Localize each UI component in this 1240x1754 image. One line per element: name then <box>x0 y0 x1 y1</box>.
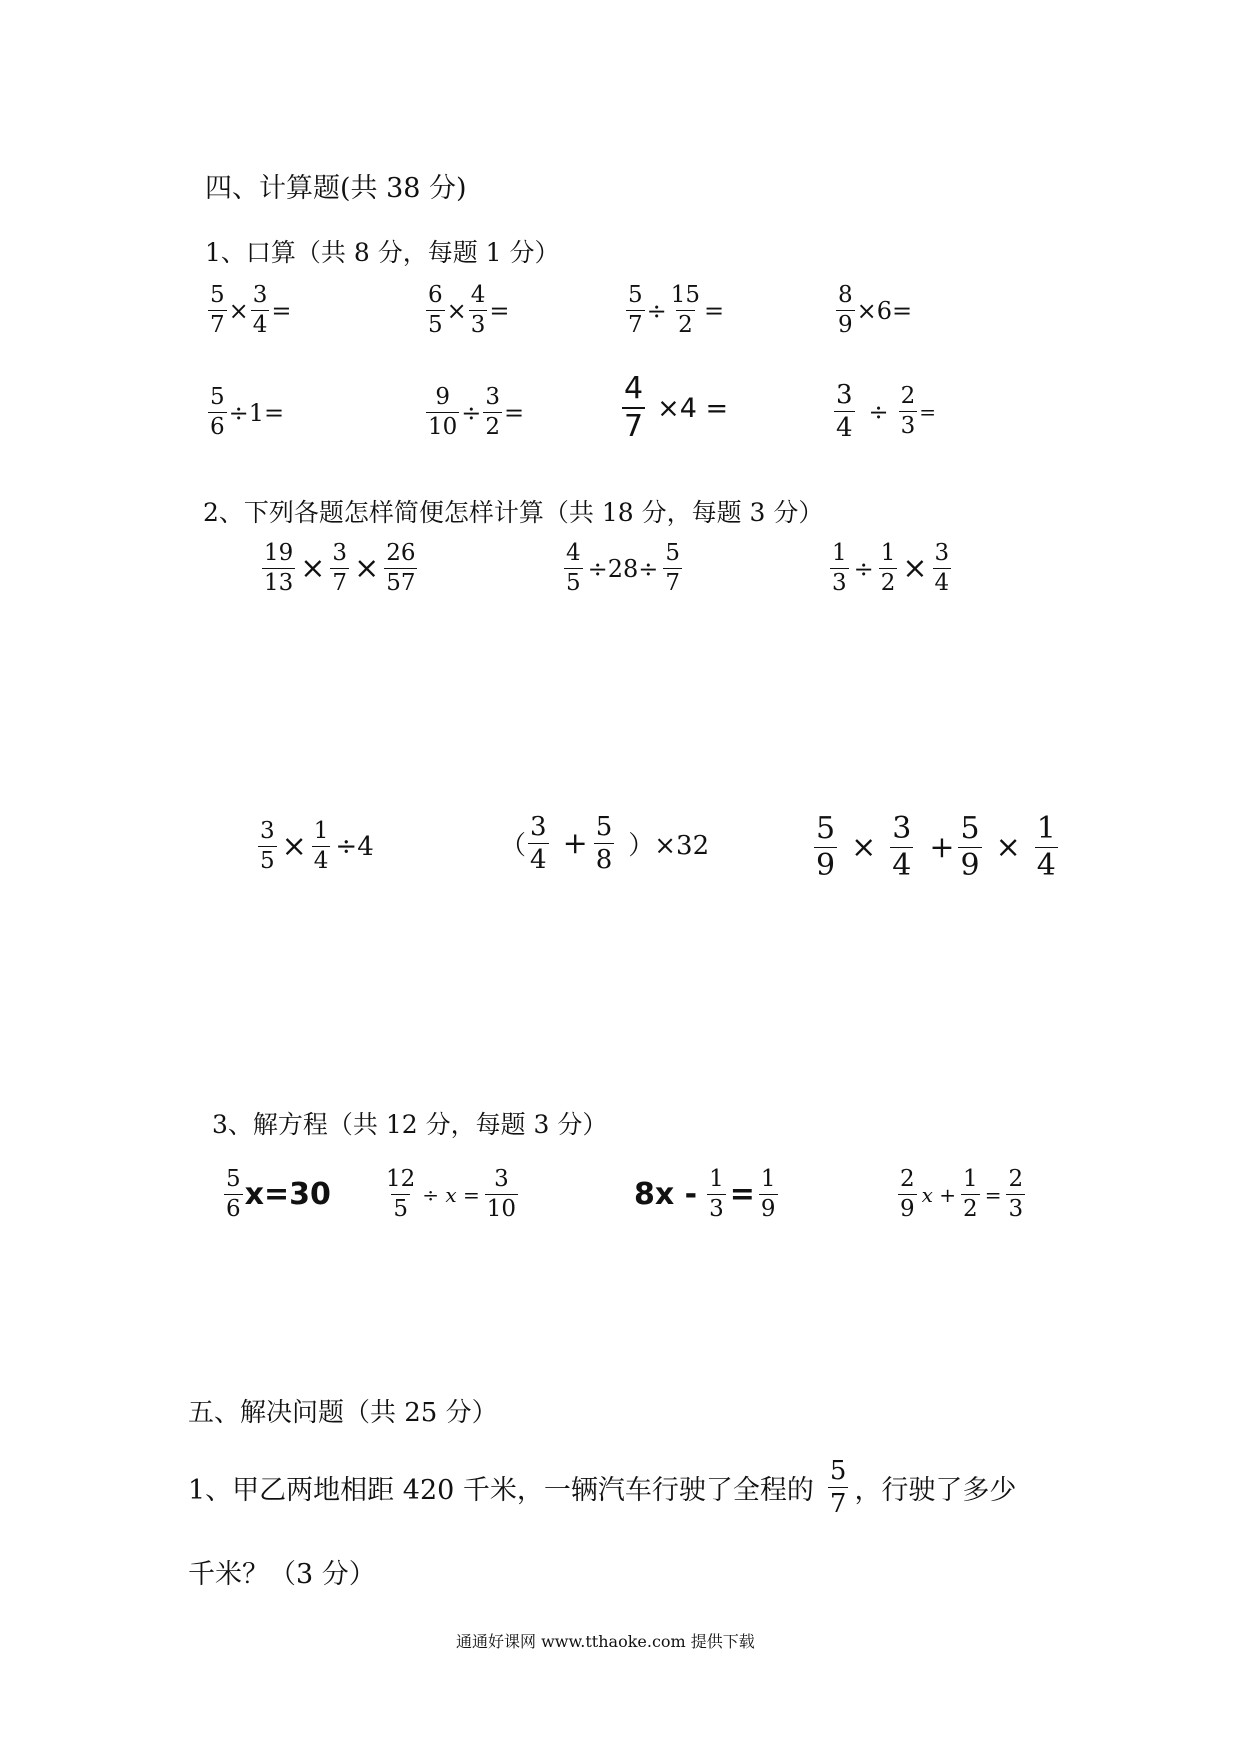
oral-q8: $\frac{3}{4}$ ÷ $\frac{2}{3}$ = <box>836 380 937 443</box>
part1-title: 1、口算（共 8 分，每题 1 分） <box>205 238 560 267</box>
part3-title: 3、解方程（共 12 分，每题 3 分） <box>212 1110 608 1139</box>
equation-q2: $\frac{12}{5}$ ÷ x = $\frac{3}{10}$ <box>386 1166 517 1222</box>
oral-q3: $\frac{5}{7}$ ÷ $\frac{15}{2}$ = <box>628 282 725 338</box>
section5-title: 五、解决问题（共 25 分） <box>188 1398 498 1428</box>
simplify-q3: $\frac{1}{3}$ ÷ $\frac{1}{2}$ × $\frac{3}{4}$ <box>832 540 950 596</box>
problem1-line2: 千米？（3 分） <box>188 1559 376 1590</box>
equation-q4: $\frac{2}{9}$ x + $\frac{1}{2}$ = $\frac{2}{3}$ <box>900 1166 1024 1222</box>
section4-title: 四、计算题(共 38 分) <box>205 173 467 204</box>
problem1: 1、甲乙两地相距 420 千米，一辆汽车行驶了全程的 $\frac{5}{7}$ ，行驶了多少 <box>188 1456 1017 1519</box>
oral-q5: $\frac{5}{6}$ ÷1= <box>210 384 285 440</box>
simplify-q2: $\frac{4}{5}$ ÷28÷ $\frac{5}{7}$ <box>566 540 681 596</box>
oral-q1: $\frac{5}{7}$ × $\frac{3}{4}$ = <box>210 282 292 338</box>
oral-q7: $\frac{4}{7}$ ×4 = <box>624 371 729 444</box>
part2-title: 2、下列各题怎样简便怎样计算（共 18 分，每题 3 分） <box>203 498 824 527</box>
simplify-q6: $\frac{5}{9}$ × $\frac{3}{4}$ + $\frac{5}{9}$ × $\frac{1}{4}$ <box>816 811 1056 883</box>
equation-q1: $\frac{5}{6}$ x=30 <box>226 1166 331 1222</box>
simplify-q5: （ $\frac{3}{4}$ + $\frac{5}{8}$ ）×32 <box>500 812 710 875</box>
oral-q2: $\frac{6}{5}$ × $\frac{4}{3}$ = <box>428 282 510 338</box>
simplify-q4: $\frac{3}{5}$ × $\frac{1}{4}$ ÷4 <box>260 818 374 874</box>
oral-q4: $\frac{8}{9}$ ×6= <box>838 282 913 338</box>
equation-q3: 8x - $\frac{1}{3}$ = $\frac{1}{9}$ <box>634 1166 776 1222</box>
oral-q6: $\frac{9}{10}$ ÷ $\frac{3}{2}$ = <box>428 384 525 440</box>
footer-text: 通通好课网 www.tthaoke.com 提供下载 <box>456 1632 755 1651</box>
simplify-q1: $\frac{19}{13}$ × $\frac{3}{7}$ × $\frac{26}{57}$ <box>264 540 416 596</box>
